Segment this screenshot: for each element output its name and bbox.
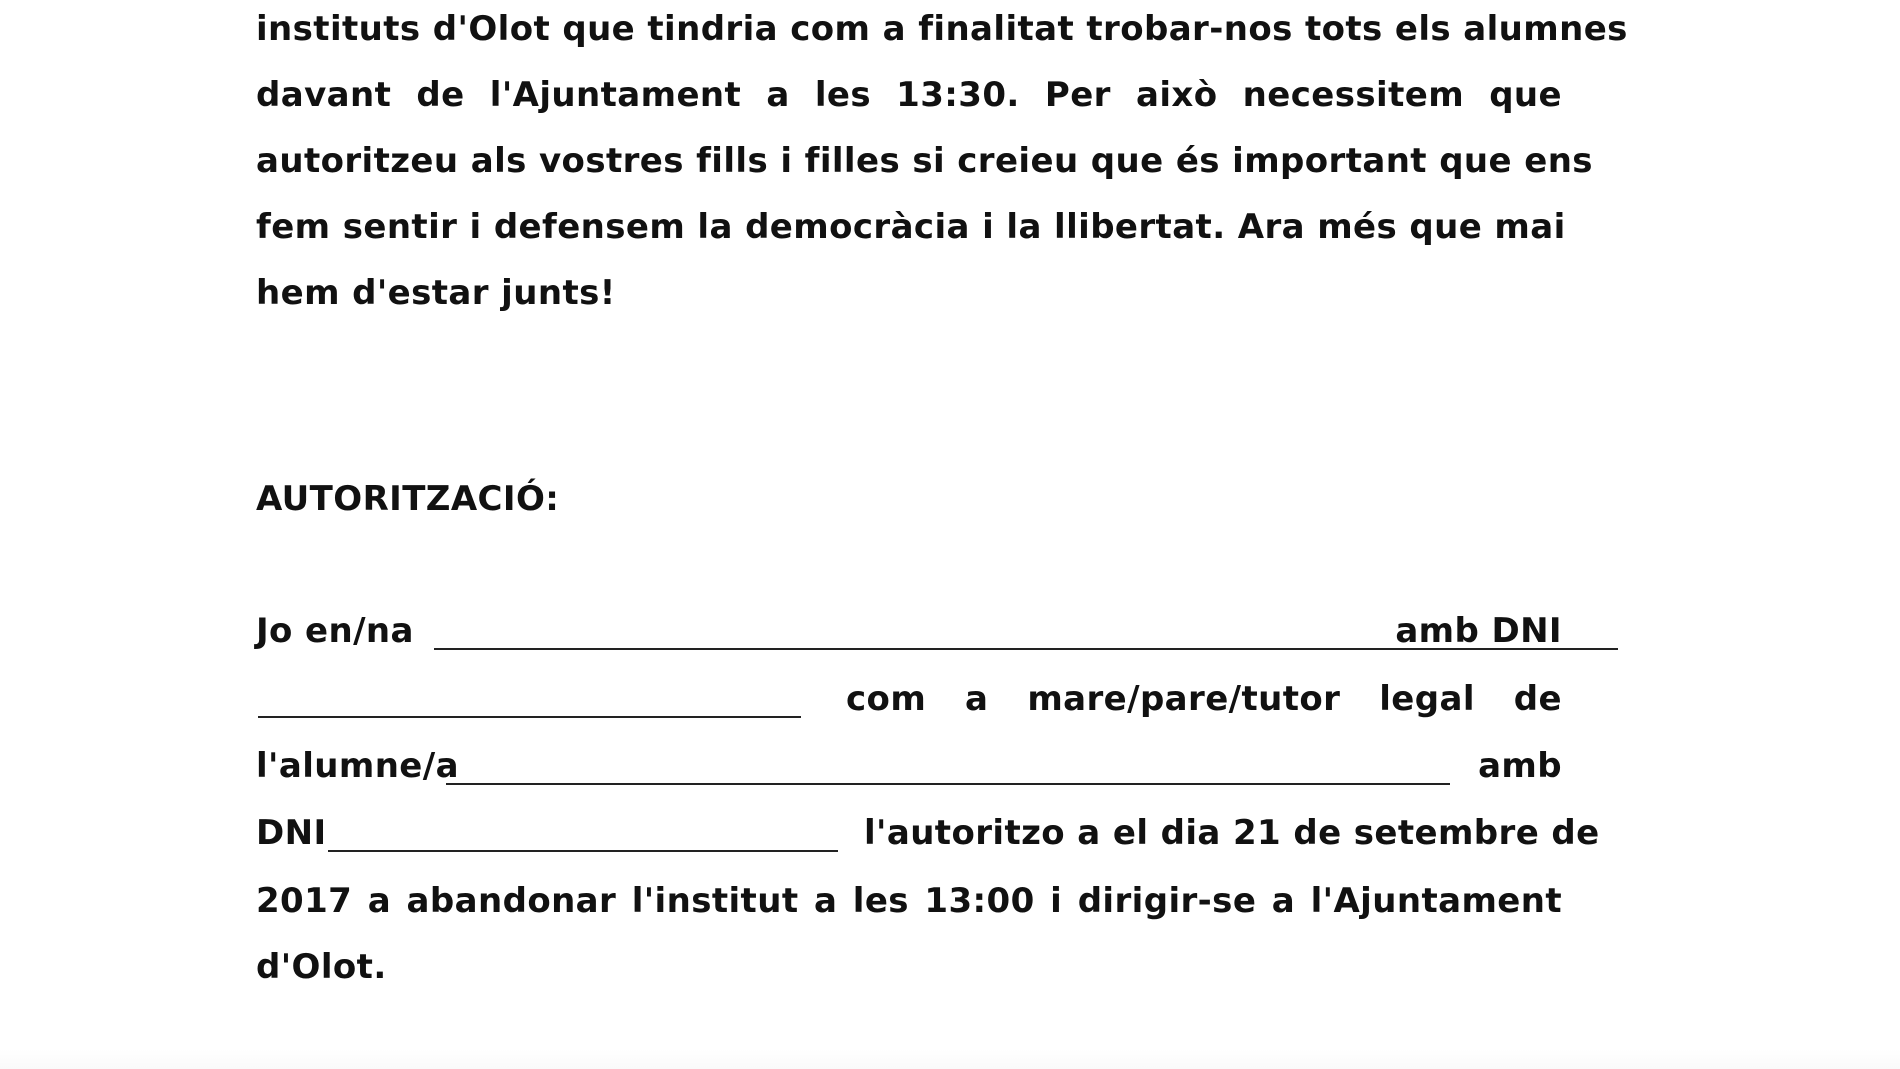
- intro-line-1: instituts d'Olot que tindria com a finalitat trobar-nos tots els alumnes: [256, 9, 1628, 49]
- guardian-role-text: com a mare/pare/tutor legal de: [846, 679, 1562, 719]
- intro-line-5: hem d'estar junts!: [256, 273, 616, 313]
- authorization-date-text: l'autoritzo a el dia 21 de setembre de: [864, 813, 1600, 853]
- student-dni-label: DNI: [256, 813, 327, 853]
- authorization-line-6: d'Olot.: [256, 947, 387, 987]
- intro-paragraph: [256, 0, 1628, 326]
- parent-dni-field[interactable]: [258, 716, 801, 718]
- dni-label: amb DNI: [1395, 611, 1562, 651]
- authorization-line-2: [256, 666, 1562, 732]
- intro-line-4: fem sentir i defensem la democràcia i la llibertat. Ara més que mai: [256, 207, 1566, 247]
- page-fade: [0, 1049, 1900, 1069]
- with-label: amb: [1478, 746, 1562, 786]
- name-label: Jo en/na: [256, 611, 414, 651]
- authorization-tail: [256, 868, 1562, 1000]
- intro-line-2: davant de l'Ajuntament a les 13:30. Per això necessitem que: [256, 75, 1562, 115]
- authorization-line-5: 2017 a abandonar l'institut a les 13:00 i dirigir-se a l'Ajuntament: [256, 881, 1562, 921]
- student-label: l'alumne/a: [256, 746, 459, 786]
- authorization-title: AUTORITZACIÓ:: [256, 479, 560, 519]
- authorization-line-4: [256, 800, 1600, 866]
- student-name-field[interactable]: [446, 783, 1450, 785]
- student-dni-field[interactable]: [328, 850, 838, 852]
- authorization-line-3: [256, 733, 1562, 799]
- authorization-line-1: [256, 598, 1562, 664]
- intro-line-3: autoritzeu als vostres fills i filles si creieu que és important que ens: [256, 141, 1593, 181]
